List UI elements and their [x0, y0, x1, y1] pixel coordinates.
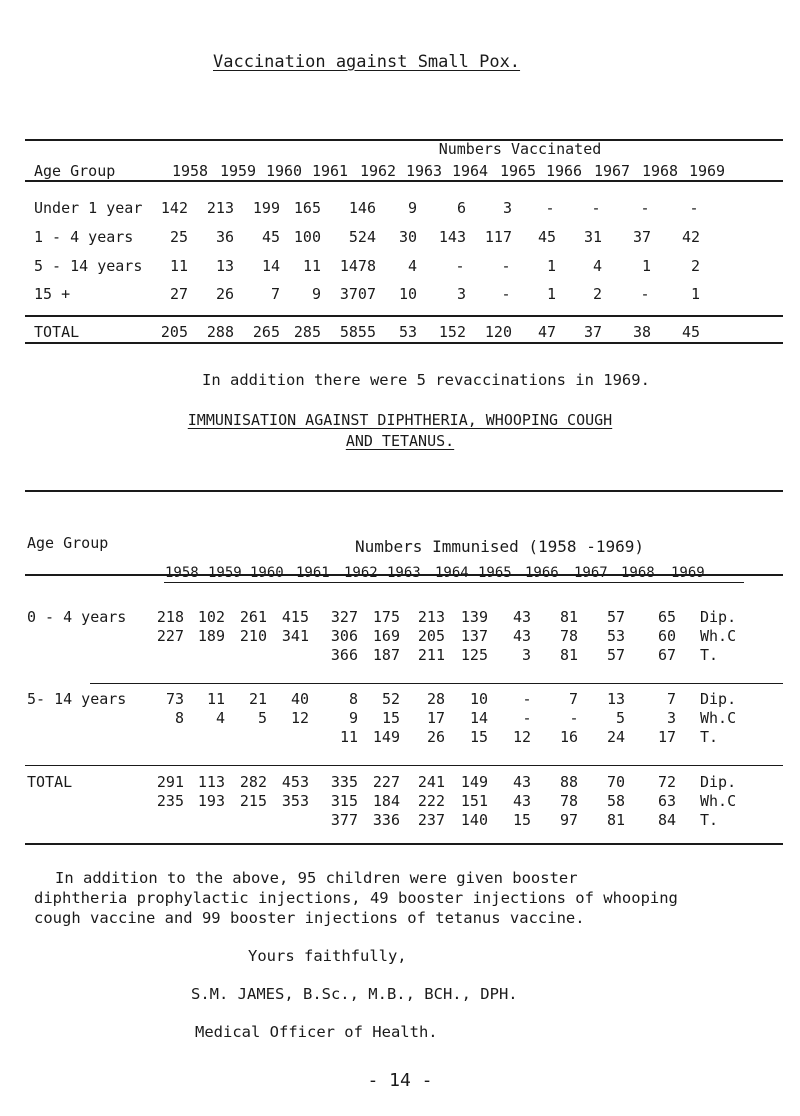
table2-cell: 11 — [206, 690, 225, 708]
table2-cell: 52 — [381, 690, 400, 708]
table2-vaccine-type: T. — [700, 728, 719, 746]
table1-cell: - — [689, 199, 699, 217]
table2-cell: 336 — [372, 811, 400, 829]
table2-year-1966: 1966 — [525, 565, 559, 581]
table2-cell: 72 — [657, 773, 676, 791]
table2-cell: 139 — [460, 608, 488, 626]
table2-cell: 366 — [330, 646, 358, 664]
table2-rule-bottom — [25, 843, 783, 845]
table1-cell: 3707 — [339, 285, 376, 303]
table2-year-1961: 1961 — [296, 565, 330, 581]
signatory-title: Medical Officer of Health. — [195, 1023, 438, 1041]
table2-cell: 113 — [197, 773, 225, 791]
table2-cell: 291 — [156, 773, 184, 791]
table1-cell: 37 — [632, 228, 651, 246]
table1-row-label: 5 - 14 years — [34, 257, 143, 275]
table2-cell: 193 — [197, 792, 225, 810]
table2-cell: 377 — [330, 811, 358, 829]
table2-cell: 218 — [156, 608, 184, 626]
table2-cell: 57 — [606, 608, 625, 626]
table1-total-cell: 120 — [484, 323, 512, 341]
table2-numbers-header: Numbers Immunised (1958 -1969) — [355, 537, 644, 556]
table2-year-1965: 1965 — [478, 565, 512, 581]
table2-cell: 15 — [469, 728, 488, 746]
table2-year-1959: 1959 — [208, 565, 242, 581]
table1-cell: - — [545, 199, 555, 217]
table1-cell: 36 — [215, 228, 234, 246]
table1-numbers-header: Numbers Vaccinated — [438, 140, 602, 158]
table2-cell: 125 — [460, 646, 488, 664]
table2-cell: 78 — [559, 792, 578, 810]
table2-cell: 67 — [657, 646, 676, 664]
table1-cell: 10 — [398, 285, 417, 303]
table2-age-group-header: Age Group — [27, 534, 109, 552]
booster-note-line3: cough vaccine and 99 booster injections of tetanus vaccine. — [34, 909, 585, 927]
table1-cell: 143 — [438, 228, 466, 246]
table2-cell: 3 — [521, 646, 531, 664]
table1-total-cell: 285 — [293, 323, 321, 341]
table2-cell: 17 — [657, 728, 676, 746]
table2-cell: 227 — [372, 773, 400, 791]
table1-row-label: Under 1 year — [34, 199, 143, 217]
table2-cell: 227 — [156, 627, 184, 645]
table2-cell: 8 — [348, 690, 358, 708]
page-title: Vaccination against Small Pox. — [213, 52, 521, 72]
section-heading-line1: IMMUNISATION AGAINST DIPHTHERIA, WHOOPING COUGH — [187, 411, 613, 429]
table1-year-1964: 1964 — [451, 162, 489, 180]
table2-cell: 15 — [381, 709, 400, 727]
table1-cell: 45 — [261, 228, 280, 246]
table1-cell: 11 — [169, 257, 188, 275]
table1-cell: 6 — [456, 199, 466, 217]
table2-cell: 24 — [606, 728, 625, 746]
table2-year-1967: 1967 — [574, 565, 608, 581]
table1-cell: 1 — [641, 257, 651, 275]
table2-cell: 184 — [372, 792, 400, 810]
table2-cell: 65 — [657, 608, 676, 626]
table2-cell: - — [569, 709, 579, 727]
table2-cell: 43 — [512, 773, 531, 791]
table2-cell: 53 — [606, 627, 625, 645]
table1-cell: 1 — [546, 257, 556, 275]
table2-vaccine-type: T. — [700, 646, 719, 664]
table2-cell: 187 — [372, 646, 400, 664]
booster-note-line2: diphtheria prophylactic injections, 49 booster injections of whooping — [34, 889, 678, 907]
table2-cell: 222 — [417, 792, 445, 810]
table1-total-cell: 38 — [632, 323, 651, 341]
table1-cell: - — [591, 199, 601, 217]
table2-cell: 213 — [417, 608, 445, 626]
revaccination-note: In addition there were 5 revaccinations in 1969. — [202, 371, 650, 389]
table2-cell: 81 — [559, 608, 578, 626]
table2-cell: 28 — [426, 690, 445, 708]
table2-cell: 235 — [156, 792, 184, 810]
table1-cell: - — [640, 199, 650, 217]
table1-total-cell: 53 — [398, 323, 417, 341]
table2-cell: 4 — [215, 709, 225, 727]
table2-vaccine-type: Wh.C — [700, 709, 737, 727]
table2-cell: 13 — [606, 690, 625, 708]
table1-year-1962: 1962 — [359, 162, 397, 180]
table1-year-1968: 1968 — [641, 162, 679, 180]
section-heading-line2: AND TETANUS. — [345, 432, 455, 450]
table2-cell: 5 — [257, 709, 267, 727]
table1-cell: 26 — [215, 285, 234, 303]
table1-year-1967: 1967 — [593, 162, 631, 180]
table2-cell: 43 — [512, 792, 531, 810]
table1-cell: 1 — [690, 285, 700, 303]
section-heading — [100, 410, 700, 452]
table1-cell: 4 — [592, 257, 602, 275]
page-number: - 14 - — [367, 1070, 433, 1091]
table1-year-1959: 1959 — [219, 162, 257, 180]
table2-cell: 215 — [239, 792, 267, 810]
table1-cell: 11 — [302, 257, 321, 275]
table2-cell: 8 — [174, 709, 184, 727]
table1-cell: - — [455, 257, 465, 275]
table1-cell: 27 — [169, 285, 188, 303]
table2-rule-age1 — [90, 683, 783, 684]
table2-year-1968: 1968 — [621, 565, 655, 581]
table2-cell: 151 — [460, 792, 488, 810]
table2-cell: 14 — [469, 709, 488, 727]
table2-rule-top — [25, 490, 783, 492]
table1-cell: 1478 — [339, 257, 376, 275]
table2-rule-age2 — [25, 765, 783, 766]
table2-year-1963: 1963 — [387, 565, 421, 581]
table2-cell: 453 — [281, 773, 309, 791]
table2-cell: 149 — [460, 773, 488, 791]
table1-cell: 4 — [407, 257, 417, 275]
table1-total-cell: 5855 — [339, 323, 376, 341]
table2-cell: 84 — [657, 811, 676, 829]
table1-cell: 9 — [407, 199, 417, 217]
table1-cell: 213 — [206, 199, 234, 217]
table2-cell: 5 — [615, 709, 625, 727]
table2-cell: 11 — [339, 728, 358, 746]
table2-cell: 102 — [197, 608, 225, 626]
table2-cell: 12 — [290, 709, 309, 727]
table2-cell: 15 — [512, 811, 531, 829]
table2-cell: 78 — [559, 627, 578, 645]
table2-cell: 17 — [426, 709, 445, 727]
table1-cell: 9 — [311, 285, 321, 303]
table1-cell: 14 — [261, 257, 280, 275]
table2-cell: 21 — [248, 690, 267, 708]
table2-cell: - — [522, 709, 532, 727]
table2-year-1960: 1960 — [250, 565, 284, 581]
table2-cell: 327 — [330, 608, 358, 626]
table1-cell: 524 — [348, 228, 376, 246]
table2-cell: 3 — [666, 709, 676, 727]
table2-group-label: TOTAL — [27, 773, 73, 791]
table1-year-1963: 1963 — [405, 162, 443, 180]
table1-age-group-header: Age Group — [34, 162, 116, 180]
table1-rule-total-top — [25, 315, 783, 317]
table2-cell: 97 — [559, 811, 578, 829]
table1-total-cell: 152 — [438, 323, 466, 341]
table1-rule-total-bottom — [25, 342, 783, 344]
table1-rule-top — [25, 139, 783, 141]
table2-cell: 189 — [197, 627, 225, 645]
table2-cell: 63 — [657, 792, 676, 810]
table1-cell: 146 — [348, 199, 376, 217]
table1-total-cell: 288 — [206, 323, 234, 341]
table2-vaccine-type: Dip. — [700, 608, 737, 626]
table2-cell: 261 — [239, 608, 267, 626]
table2-cell: 353 — [281, 792, 309, 810]
table1-cell: - — [501, 257, 511, 275]
table2-cell: 9 — [348, 709, 358, 727]
table1-total-cell: 45 — [681, 323, 700, 341]
table2-cell: 140 — [460, 811, 488, 829]
table1-cell: - — [501, 285, 511, 303]
table2-cell: 40 — [290, 690, 309, 708]
table2-cell: 335 — [330, 773, 358, 791]
table1-cell: 13 — [215, 257, 234, 275]
table2-cell: 415 — [281, 608, 309, 626]
table2-cell: 81 — [606, 811, 625, 829]
table1-year-1960: 1960 — [265, 162, 303, 180]
table2-cell: 175 — [372, 608, 400, 626]
table2-cell: 241 — [417, 773, 445, 791]
table2-year-1962: 1962 — [344, 565, 378, 581]
table1-cell: 2 — [690, 257, 700, 275]
table2-cell: 58 — [606, 792, 625, 810]
table1-cell: 42 — [681, 228, 700, 246]
table2-cell: - — [522, 690, 532, 708]
table1-cell: 165 — [293, 199, 321, 217]
table2-cell: 315 — [330, 792, 358, 810]
table2-cell: 237 — [417, 811, 445, 829]
booster-note-line1: In addition to the above, 95 children were given booster — [55, 869, 578, 887]
table1-total-cell: 205 — [160, 323, 188, 341]
table2-cell: 149 — [372, 728, 400, 746]
table1-total-cell: 265 — [252, 323, 280, 341]
table2-cell: 205 — [417, 627, 445, 645]
table2-group-label: 5- 14 years — [27, 690, 127, 708]
table1-year-1961: 1961 — [311, 162, 349, 180]
table2-cell: 7 — [666, 690, 676, 708]
table1-cell: 45 — [537, 228, 556, 246]
table2-vaccine-type: Dip. — [700, 690, 737, 708]
table1-cell: 3 — [456, 285, 466, 303]
table2-cell: 70 — [606, 773, 625, 791]
table1-cell: 100 — [293, 228, 321, 246]
table1-total-cell: 47 — [537, 323, 556, 341]
table2-cell: 57 — [606, 646, 625, 664]
table1-cell: 142 — [160, 199, 188, 217]
table2-cell: 88 — [559, 773, 578, 791]
table2-cell: 60 — [657, 627, 676, 645]
table2-vaccine-type: Wh.C — [700, 792, 737, 810]
table2-year-1969: 1969 — [671, 565, 705, 581]
table1-cell: 2 — [592, 285, 602, 303]
table1-year-1958: 1958 — [171, 162, 209, 180]
table2-vaccine-type: T. — [700, 811, 719, 829]
table1-year-1965: 1965 — [499, 162, 537, 180]
table2-cell: 7 — [568, 690, 578, 708]
table2-cell: 12 — [512, 728, 531, 746]
table2-cell: 73 — [165, 690, 184, 708]
table2-vaccine-type: Wh.C — [700, 627, 737, 645]
table2-cell: 81 — [559, 646, 578, 664]
table2-year-1958: 1958 — [165, 565, 199, 581]
table1-cell: 7 — [270, 285, 280, 303]
table1-total-label: TOTAL — [34, 323, 80, 341]
table2-cell: 341 — [281, 627, 309, 645]
table1-year-1966: 1966 — [545, 162, 583, 180]
table1-row-label: 1 - 4 years — [34, 228, 134, 246]
table2-cell: 137 — [460, 627, 488, 645]
table2-cell: 282 — [239, 773, 267, 791]
table2-cell: 26 — [426, 728, 445, 746]
table2-year-underline — [164, 582, 744, 583]
table2-cell: 16 — [559, 728, 578, 746]
table1-year-1969: 1969 — [688, 162, 726, 180]
table2-group-label: 0 - 4 years — [27, 608, 127, 626]
closing: Yours faithfully, — [248, 947, 407, 965]
table1-row-label: 15 + — [34, 285, 71, 303]
table2-cell: 43 — [512, 627, 531, 645]
table1-cell: 1 — [546, 285, 556, 303]
table1-cell: 117 — [484, 228, 512, 246]
table2-cell: 306 — [330, 627, 358, 645]
table1-cell: - — [640, 285, 650, 303]
table1-cell: 25 — [169, 228, 188, 246]
table2-cell: 169 — [372, 627, 400, 645]
signatory-name: S.M. JAMES, B.Sc., M.B., BCH., DPH. — [191, 985, 518, 1003]
table1-cell: 31 — [583, 228, 602, 246]
table2-cell: 43 — [512, 608, 531, 626]
table2-cell: 211 — [417, 646, 445, 664]
table1-cell: 30 — [398, 228, 417, 246]
table1-cell: 199 — [252, 199, 280, 217]
table2-vaccine-type: Dip. — [700, 773, 737, 791]
table2-cell: 210 — [239, 627, 267, 645]
table2-cell: 10 — [469, 690, 488, 708]
table2-year-1964: 1964 — [435, 565, 469, 581]
table1-cell: 3 — [502, 199, 512, 217]
table1-total-cell: 37 — [583, 323, 602, 341]
table1-rule-header — [25, 180, 783, 182]
